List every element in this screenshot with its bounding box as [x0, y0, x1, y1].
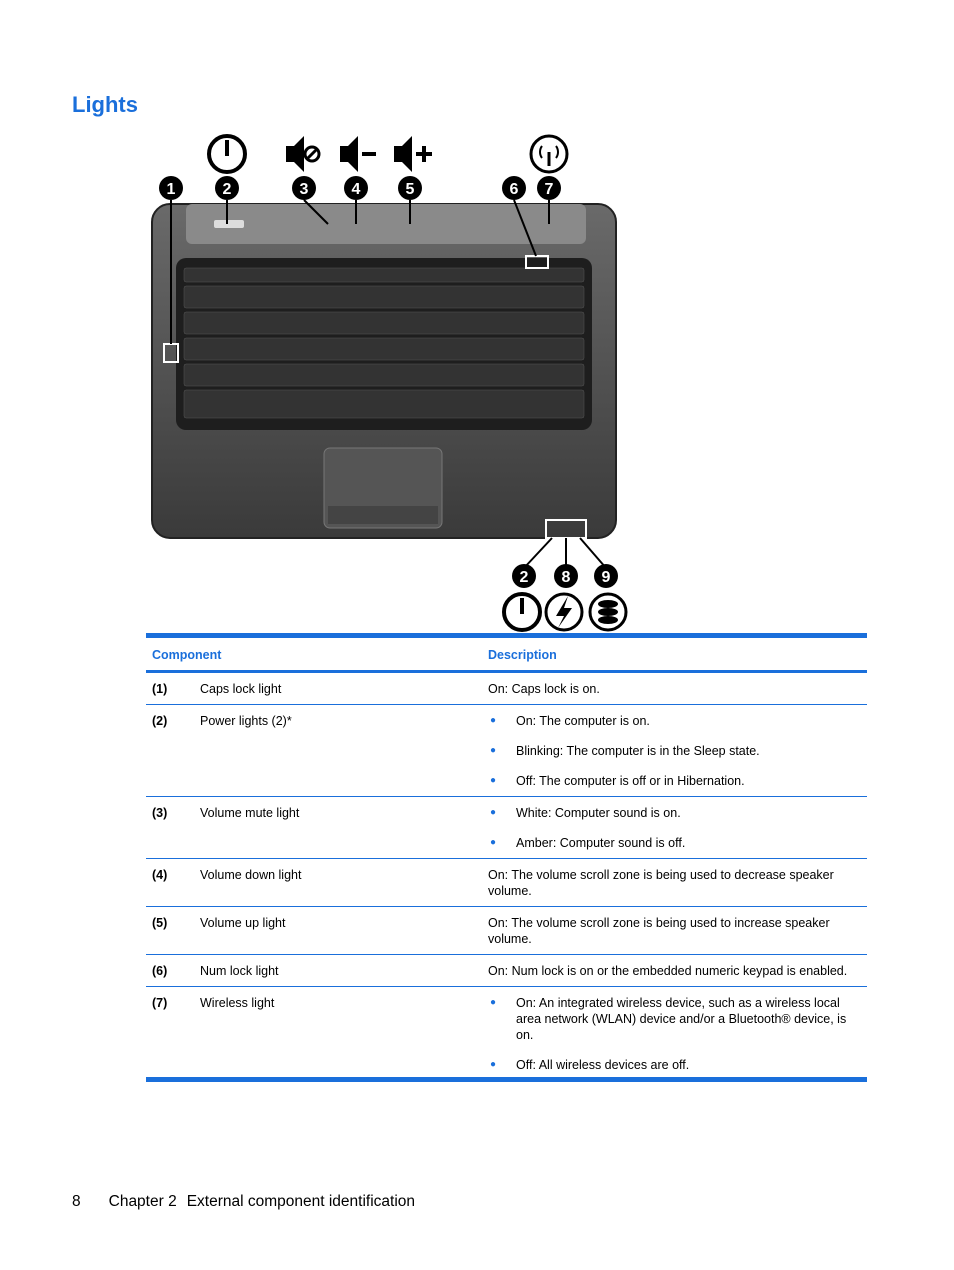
callout-2-bottom — [512, 564, 536, 588]
row-number: (3) — [146, 797, 194, 859]
list-item: ● On: An integrated wireless device, such as a wireless local area network (WLAN) device and/or a Bluetooth® device, is on. — [490, 996, 847, 1042]
table-row — [146, 987, 867, 1080]
list-item: ● Off: The computer is off or in Hibernation. — [490, 774, 745, 788]
callout-6 — [502, 176, 526, 200]
laptop-body — [152, 204, 616, 538]
lights-table — [146, 633, 867, 1082]
row-component: Volume mute light — [194, 797, 482, 859]
list-item: ● Off: All wireless devices are off. — [490, 1058, 690, 1072]
row-number: (1) — [146, 672, 194, 705]
row-component: Wireless light — [194, 987, 482, 1080]
callout-9 — [594, 564, 618, 588]
table-row — [146, 859, 867, 907]
row-description: On: Num lock is on or the embedded numeric keypad is enabled. — [482, 955, 867, 987]
row-number: (4) — [146, 859, 194, 907]
callout-4 — [344, 176, 368, 200]
bullet-icon: ● — [490, 807, 497, 818]
row-description — [482, 987, 867, 1080]
svg-text:1: 1 — [166, 181, 176, 198]
row-description — [482, 705, 867, 797]
chapter-label: Chapter 2 — [108, 1193, 177, 1210]
bullet-icon: ● — [490, 745, 497, 756]
top-icons — [209, 136, 567, 172]
row-number: (2) — [146, 705, 194, 797]
page-footer — [72, 1193, 415, 1211]
description-header: Description — [482, 636, 867, 672]
svg-text:2: 2 — [519, 569, 529, 586]
table-row — [146, 705, 867, 797]
keyboard-keys — [184, 268, 584, 418]
row-component: Volume down light — [194, 859, 482, 907]
svg-text:3: 3 — [299, 181, 309, 198]
volume-mute-icon — [286, 136, 319, 172]
callout-7 — [537, 176, 561, 200]
svg-text:2: 2 — [222, 181, 232, 198]
row-number: (6) — [146, 955, 194, 987]
svg-text:9: 9 — [601, 569, 611, 586]
bullet-icon: ● — [490, 837, 497, 848]
bullet-icon: ● — [490, 775, 497, 786]
svg-text:6: 6 — [509, 181, 519, 198]
list-item: ● On: The computer is on. — [490, 714, 650, 728]
svg-text:8: 8 — [561, 569, 571, 586]
table-row — [146, 672, 867, 705]
callout-1 — [159, 176, 183, 200]
row-description: On: The volume scroll zone is being used to increase speaker volume. — [482, 907, 867, 955]
row-component: Num lock light — [194, 955, 482, 987]
row-description — [482, 797, 867, 859]
row-description: On: Caps lock is on. — [482, 672, 867, 705]
row-component: Caps lock light — [194, 672, 482, 705]
callout-3 — [292, 176, 316, 200]
table-row — [146, 955, 867, 987]
row-component: Power lights (2)* — [194, 705, 482, 797]
power-icon — [209, 136, 245, 172]
callout-2 — [215, 176, 239, 200]
volume-down-icon — [340, 136, 376, 172]
svg-text:5: 5 — [405, 181, 415, 198]
callout-8 — [554, 564, 578, 588]
page-number: 8 — [72, 1193, 81, 1210]
table-row — [146, 797, 867, 859]
bullet-icon: ● — [490, 1059, 497, 1070]
page-title: Lights — [72, 92, 138, 117]
component-header: Component — [146, 636, 482, 672]
bullet-icon: ● — [490, 715, 497, 726]
bottom-icons — [504, 594, 626, 630]
svg-text:4: 4 — [351, 181, 361, 198]
row-description: On: The volume scroll zone is being used to decrease speaker volume. — [482, 859, 867, 907]
list-item: ● White: Computer sound is on. — [490, 806, 681, 820]
table-row — [146, 907, 867, 955]
list-item: ● Amber: Computer sound is off. — [490, 836, 686, 850]
row-component: Volume up light — [194, 907, 482, 955]
svg-text:7: 7 — [544, 181, 554, 198]
list-item: ● Blinking: The computer is in the Sleep state. — [490, 744, 760, 758]
battery-charge-icon — [546, 594, 582, 630]
power-icon — [504, 594, 540, 630]
bottom-callouts — [512, 564, 618, 588]
table-header-row — [146, 636, 867, 672]
wireless-icon — [531, 136, 567, 172]
top-callouts — [159, 176, 561, 200]
section-title: External component identification — [186, 1193, 416, 1210]
laptop-figure — [140, 128, 640, 633]
row-number: (5) — [146, 907, 194, 955]
row-number: (7) — [146, 987, 194, 1080]
drive-icon — [590, 594, 626, 630]
callout-5 — [398, 176, 422, 200]
volume-up-icon — [394, 136, 432, 172]
bullet-icon: ● — [490, 997, 497, 1008]
